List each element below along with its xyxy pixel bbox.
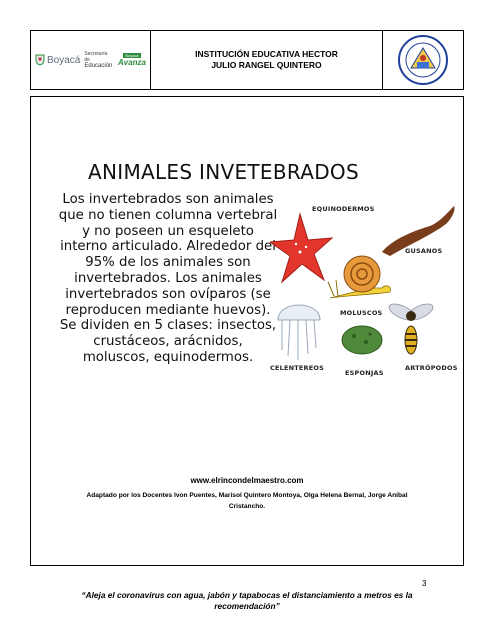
source-credit: Adaptado por los Docentes Ivon Puentes, Marisol Quintero Montoya, Olga Helena Bernal, Jorge Aníbal Cristancho. bbox=[86, 492, 408, 510]
poster-body: Los invertebrados son animales que no tienen columna vertebral y no poseen un esqueleto interno articulado. Alrededor del 95% de los animales son invertebrados. Los animales invertebrados son ovíparos (se reproducen mediante huevos). Se dividen en 5 clases: insectos, crustáceos, arácnidos, moluscos, equinodermos. bbox=[58, 192, 278, 365]
label-gusanos: GUSANOS bbox=[405, 247, 443, 255]
avanza-logo-small: Boyacá bbox=[125, 53, 139, 58]
label-celentereos: CELENTEREOS bbox=[270, 364, 324, 372]
header-logos bbox=[31, 31, 151, 89]
education-logo bbox=[84, 51, 114, 69]
boyaca-logo bbox=[35, 54, 80, 66]
snail-image bbox=[328, 256, 390, 298]
school-seal bbox=[383, 31, 463, 89]
poster-title: ANIMALES INVETEBRADOS bbox=[88, 160, 359, 184]
wasp-image bbox=[387, 301, 435, 354]
school-seal-icon bbox=[397, 34, 449, 86]
education-logo-line2: Educación bbox=[84, 63, 113, 69]
school-name-line2: JULIO RANGEL QUINTERO bbox=[211, 60, 322, 70]
source-url: www.elrincondelmaestro.com bbox=[190, 476, 304, 485]
label-esponjas: ESPONJAS bbox=[345, 369, 384, 377]
avanza-logo bbox=[118, 53, 146, 67]
label-moluscos: MOLUSCOS bbox=[340, 309, 383, 317]
jellyfish-image bbox=[278, 305, 320, 360]
sponge-image bbox=[342, 326, 382, 354]
school-name bbox=[151, 31, 383, 89]
invertebrates-illustration bbox=[270, 192, 460, 382]
document-header bbox=[30, 30, 464, 90]
education-logo-line1: Secretaría de bbox=[84, 51, 108, 63]
school-name-line1: INSTITUCIÓN EDUCATIVA HECTOR bbox=[195, 49, 338, 59]
starfish-image bbox=[270, 214, 332, 282]
footer-slogan: “Aleja el coronavirus con agua, jabón y tapabocas el distanciamiento a metros es la recomendación” bbox=[81, 590, 413, 611]
label-equinodermos: EQUINODERMOS bbox=[312, 205, 375, 213]
avanza-logo-text: Avanza bbox=[117, 58, 146, 67]
boyaca-shield-icon bbox=[35, 54, 45, 66]
page-number: 3 bbox=[422, 579, 427, 588]
boyaca-logo-text: Boyacá bbox=[47, 54, 81, 66]
label-artropodos: ARTRÓPODOS bbox=[405, 364, 458, 372]
